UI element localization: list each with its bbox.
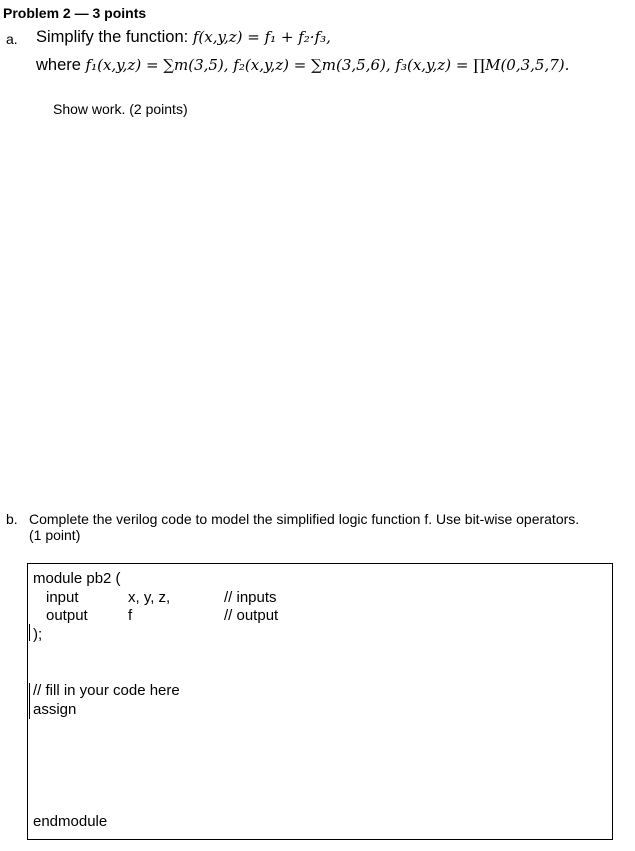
code-assign-line[interactable]: assign — [33, 701, 77, 718]
verilog-code-box[interactable] — [27, 563, 613, 840]
part-a-where-label: where — [36, 56, 86, 74]
part-a-line2 — [36, 56, 569, 75]
part-a-minterm-definitions: f₁(x,y,z) = ∑m(3,5), f₂(x,y,z) = ∑m(3,5,6), f₃(x,y,z) = ∏M(0,3,5,7). — [85, 56, 570, 74]
problem-title: Problem 2 — 3 points — [3, 5, 147, 21]
code-output-comment: // output — [224, 607, 279, 624]
code-fill-comment: // fill in your code here — [33, 682, 180, 699]
code-close-paren: ); — [33, 626, 43, 643]
code-module-line: module pb2 ( — [33, 570, 121, 587]
part-b-instruction: Complete the verilog code to model the simplified logic function f. Use bit-wise operators. — [29, 511, 580, 527]
code-input-comment: // inputs — [224, 589, 277, 606]
part-b-marker: b. — [6, 511, 18, 527]
code-output-keyword: output — [46, 607, 88, 624]
code-endmodule: endmodule — [33, 813, 108, 830]
part-a-marker: a. — [6, 31, 18, 47]
text-cursor-bar — [29, 683, 30, 719]
part-a-line1-text: Simplify the function: — [36, 28, 193, 46]
part-b-points: (1 point) — [29, 527, 81, 543]
code-input-vars: x, y, z, — [128, 589, 171, 606]
show-work-note: Show work. (2 points) — [53, 101, 188, 117]
text-cursor-bar — [29, 624, 30, 641]
part-a-line1 — [36, 28, 331, 47]
part-a-function-expression: f(x,y,z) = f₁ + f₂·f₃, — [192, 28, 331, 46]
code-output-var: f — [128, 607, 133, 624]
code-input-keyword: input — [46, 589, 79, 606]
